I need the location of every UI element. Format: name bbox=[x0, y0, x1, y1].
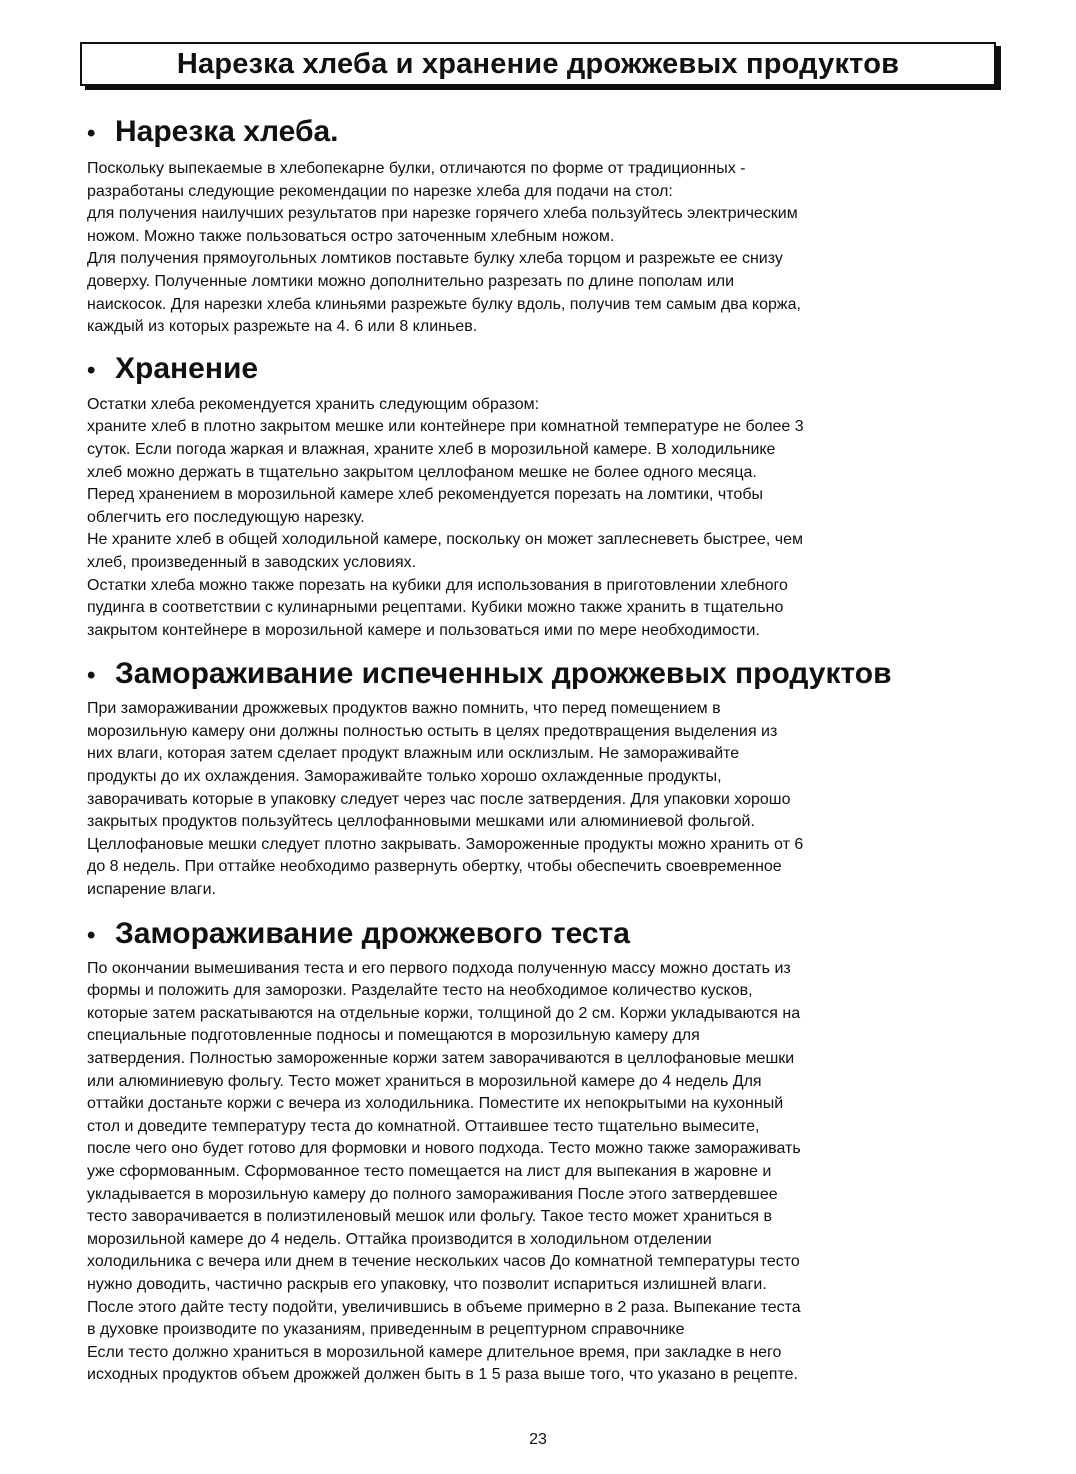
paragraph-line: наискосок. Для нарезки хлеба клиньями разрежьте булку вдоль, получив тем самым два коржа, bbox=[87, 295, 801, 313]
paragraph-line: Не храните хлеб в общей холодильной камере, поскольку он может заплесневеть быстрее, чем bbox=[87, 531, 804, 549]
paragraph-line: продукты до их охлаждения. Замораживайте только хорошо охлажденные продукты, bbox=[87, 768, 722, 786]
section-bread-slicing bbox=[87, 112, 992, 339]
section-heading bbox=[87, 112, 992, 154]
paragraph-line: для получения наилучших результатов при нарезке горячего хлеба пользуйтесь электрическим bbox=[87, 205, 798, 223]
section-freezing-baked bbox=[87, 654, 992, 901]
paragraph-line: специальные подготовленные подносы и помещаются в морозильную камеру для bbox=[87, 1027, 700, 1045]
paragraph-line: При замораживании дрожжевых продуктов важно помнить, что перед помещением в bbox=[87, 700, 721, 718]
section-heading bbox=[87, 654, 992, 696]
paragraph-line: Если тесто должно храниться в морозильной камере длительное время, при закладке в него bbox=[87, 1343, 782, 1361]
paragraph-line: них влаги, которая затем сделает продукт влажным или осклизлым. Не замораживайте bbox=[87, 745, 740, 763]
section-heading-text: Хранение bbox=[115, 351, 259, 385]
paragraph-line: нужно доводить, частично раскрыв его упаковку, что позволит испариться излишней влаги. bbox=[87, 1275, 767, 1293]
bullet-icon: • bbox=[87, 356, 96, 384]
section-heading bbox=[87, 914, 992, 956]
paragraph-line: Для получения прямоугольных ломтиков поставьте булку хлеба торцом и разрежьте ее снизу bbox=[87, 250, 783, 268]
page-number: 23 bbox=[529, 1431, 547, 1448]
paragraph-line: формы и положить для заморозки. Разделайте тесто на необходимое количество кусков, bbox=[87, 982, 753, 1000]
paragraph-line: Остатки хлеба можно также порезать на кубики для использования в приготовлении хлебного bbox=[87, 576, 788, 594]
paragraph-line: которые затем раскатываются на отдельные коржи, толщиной до 2 см. Коржи укладываются на bbox=[87, 1004, 801, 1022]
paragraph-line: По окончании вымешивания теста и его первого подхода полученную массу можно достать из bbox=[87, 959, 791, 977]
paragraph-line: Целлофановые мешки следует плотно закрывать. Замороженные продукты можно хранить от 6 bbox=[87, 835, 804, 853]
section-heading-text: Замораживание дрожжевого теста bbox=[115, 916, 630, 950]
paragraph-line: исходных продуктов объем дрожжей должен быть в 1 5 раза выше того, что указано в рецепте. bbox=[87, 1366, 798, 1384]
paragraph-line: холодильника с вечера или днем в течение нескольких часов До комнатной температуры тесто bbox=[87, 1253, 800, 1271]
paragraph-line: ножом. Можно также пользоваться остро заточенным хлебным ножом. bbox=[87, 227, 615, 245]
section-heading-text: Нарезка хлеба. bbox=[115, 115, 339, 148]
bullet-icon: • bbox=[87, 120, 96, 147]
paragraph-line: уже сформованным. Сформованное тесто помещается на лист для выпекания в жаровне и bbox=[87, 1162, 772, 1180]
paragraph-line: каждый из которых разрежьте на 4. 6 или 8 клиньев. bbox=[87, 318, 478, 336]
paragraph-line: доверху. Полученные ломтики можно дополнительно разрезать по длине пополам или bbox=[87, 272, 735, 290]
paragraph-line: храните хлеб в плотно закрытом мешке или контейнере при комнатной температуре не более 3 bbox=[87, 418, 804, 436]
section-freezing-dough bbox=[87, 914, 992, 1387]
paragraph-line: хлеб можно держать в тщательно закрытом целлофаном мешке не более одного месяца. bbox=[87, 463, 757, 481]
paragraph-line: хлеб, произведенный в заводских условиях. bbox=[87, 553, 417, 571]
paragraph-line: Остатки хлеба рекомендуется хранить следующим образом: bbox=[87, 395, 540, 413]
paragraph-line: до 8 недель. При оттайке необходимо развернуть обертку, чтобы обеспечить своевременное bbox=[87, 858, 782, 876]
paragraph-line: После этого дайте тесту подойти, увеличившись в объеме примерно в 2 раза. Выпекание теста bbox=[87, 1298, 801, 1316]
paragraph-line: тесто заворачивается в полиэтиленовый мешок или фольгу. Такое тесто может храниться в bbox=[87, 1208, 772, 1226]
paragraph-line: суток. Если погода жаркая и влажная, храните хлеб в морозильной камере. В холодильнике bbox=[87, 440, 776, 458]
paragraph-line: закрытом контейнере в морозильной камере и пользоваться ими по мере необходимости. bbox=[87, 621, 760, 639]
paragraph-line: укладывается в морозильную камеру до полного замораживания После этого затвердевшее bbox=[87, 1185, 778, 1203]
paragraph-line: пудинга в соответствии с кулинарными рецептами. Кубики можно также хранить в тщательно bbox=[87, 599, 784, 617]
paragraph-line: Поскольку выпекаемые в хлебопекарне булки, отличаются по форме от традиционных - bbox=[87, 160, 746, 177]
paragraph-line: облегчить его последующую нарезку. bbox=[87, 508, 365, 526]
paragraph-line: после чего оно будет готово для формовки и нового подхода. Тесто можно также замораживать bbox=[87, 1140, 801, 1158]
paragraph-line: морозильной камере до 4 недель. Оттайка производится в холодильном отделении bbox=[87, 1230, 712, 1248]
paragraph-line: затвердения. Полностью замороженные коржи затем заворачиваются в целлофановые мешки bbox=[87, 1050, 795, 1067]
title-box bbox=[80, 42, 996, 86]
section-heading-text: Замораживание испеченных дрожжевых продуктов bbox=[115, 657, 892, 691]
section-storage bbox=[87, 349, 992, 643]
paragraph-line: испарение влаги. bbox=[87, 881, 216, 899]
content bbox=[87, 110, 992, 1387]
bullet-icon: • bbox=[87, 921, 96, 949]
paragraph-line: разработаны следующие рекомендации по нарезке хлеба для подачи на стол: bbox=[87, 182, 673, 200]
paragraph-line: морозильную камеру они должны полностью остыть в целях предотвращения выделения из bbox=[87, 722, 778, 740]
paragraph-line: стол и доведите температуру теста до комнатной. Оттаившее тесто тщательно вымесите, bbox=[87, 1117, 760, 1135]
paragraph-line: закрытых продуктов пользуйтесь целлофанновыми мешками или алюминиевой фольгой. bbox=[87, 813, 755, 831]
section-heading bbox=[87, 349, 992, 391]
paragraph-line: Перед хранением в морозильной камере хлеб рекомендуется порезать на ломтики, чтобы bbox=[87, 486, 763, 504]
bullet-icon: • bbox=[87, 662, 96, 690]
page-title: Нарезка хлеба и хранение дрожжевых продуктов bbox=[176, 47, 900, 80]
paragraph-line: заворачивать которые в упаковку следует через час после затвердения. Для упаковки хорошо bbox=[87, 790, 791, 808]
paragraph-line: в духовке производите по указаниям, приведенным в рецептурном справочнике bbox=[87, 1321, 685, 1339]
paragraph-line: оттайки достаньте коржи с вечера из холодильника. Поместите их непокрытыми на кухонный bbox=[87, 1095, 784, 1113]
paragraph-line: или алюминиевую фольгу. Тесто может храниться в морозильной камере до 4 недель Для bbox=[87, 1072, 762, 1090]
